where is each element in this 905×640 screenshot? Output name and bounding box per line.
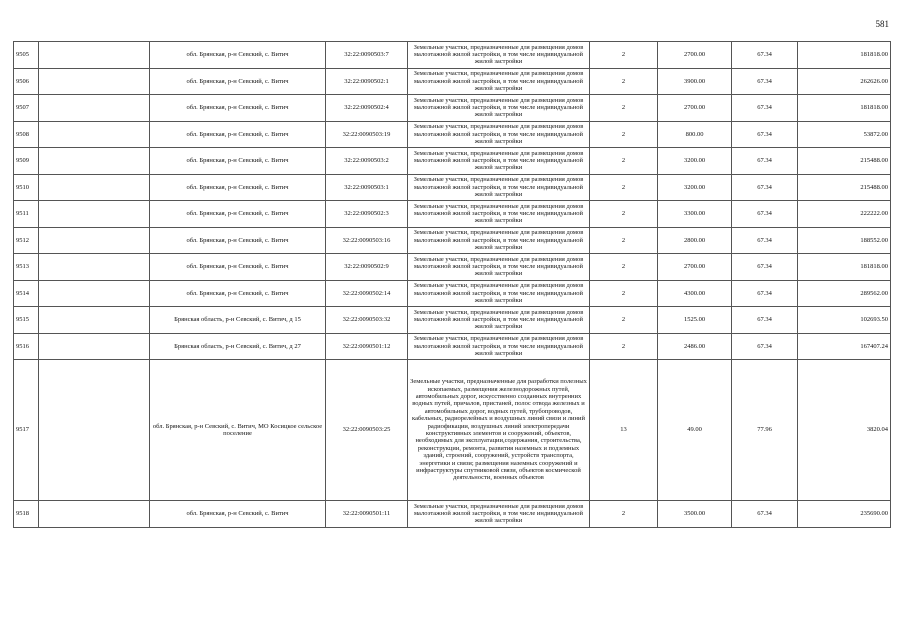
area-cell: 3200.00 [658,148,732,175]
permitted-use-cell: Земельные участки, предназначенные для размещения домов малоэтажной жилой застройки, в том числе индивидуальной жилой застройки [408,254,590,281]
cadastral-value-cell: 3820.04 [798,360,891,501]
permitted-use-cell: Земельные участки, предназначенные для размещения домов малоэтажной жилой застройки, в том числе индивидуальной жилой застройки [408,227,590,254]
category-code-cell: 2 [590,174,658,201]
cadastral-value-cell: 167407.24 [798,333,891,360]
cadastral-number-cell: 32:22:0090502:3 [326,201,408,228]
cadastral-value-cell: 262626.00 [798,68,891,95]
category-code-cell: 2 [590,201,658,228]
address-cell: обл. Брянская, р-н Севский, с. Витич [150,201,326,228]
row-number: 9516 [14,333,39,360]
cadastral-number-cell: 32:22:0090502:4 [326,95,408,122]
permitted-use-cell: Земельные участки, предназначенные для разработки полезных ископаемых, размещения железнодорожных путей, автомобильных дорог, искусственно созданных внутренних водных путей, причалов, пристаней, полос отвода железных и автомобильных дорог, водных путей, трубопроводов, кабельных, радиорелейных и воздушных линий связи и линий радиофикации, воздушных линий электропередачи конструктивных элементов и сооружений, объектов, необходимых для эксплуатации,содержания, строительства, реконструкции, ремонта, развития наземных и подземных зданий, строений, сооружений, устройств транспорта, энергетики и связи; размещения наземных сооружений и инфраструктуры спутниковой связи, объектов космической деятельности, военных объектов [408,360,590,501]
permitted-use-cell: Земельные участки, предназначенные для размещения домов малоэтажной жилой застройки, в том числе индивидуальной жилой застройки [408,280,590,307]
specific-value-cell: 67.34 [732,280,798,307]
category-code-cell: 2 [590,121,658,148]
cadastral-value-cell: 235690.00 [798,501,891,528]
area-cell: 800.00 [658,121,732,148]
area-cell: 3200.00 [658,174,732,201]
cadastral-number-cell: 32:22:0090503:25 [326,360,408,501]
specific-value-cell: 67.34 [732,95,798,122]
category-code-cell: 2 [590,280,658,307]
address-cell: обл. Брянская, р-н Севский, с. Витич [150,227,326,254]
cadastral-value-cell: 102693.50 [798,307,891,334]
spacer-cell [39,227,150,254]
page-number: 581 [875,19,889,29]
category-code-cell: 2 [590,42,658,69]
spacer-cell [39,68,150,95]
table-row [14,280,891,307]
address-cell: обл. Брянская, р-н Севский, с. Витич [150,148,326,175]
address-cell: обл. Брянская, р-н Севский, с. Витич [150,95,326,122]
cadastral-number-cell: 32:22:0090501:12 [326,333,408,360]
spacer-cell [39,174,150,201]
address-cell: обл. Брянская, р-н Севский, с. Витич [150,174,326,201]
address-cell: обл. Брянская, р-н Севский, с. Витич [150,121,326,148]
category-code-cell: 2 [590,68,658,95]
area-cell: 2800.00 [658,227,732,254]
spacer-cell [39,360,150,501]
specific-value-cell: 67.34 [732,68,798,95]
area-cell: 2700.00 [658,95,732,122]
spacer-cell [39,42,150,69]
row-number: 9514 [14,280,39,307]
category-code-cell: 2 [590,227,658,254]
spacer-cell [39,201,150,228]
cadastral-number-cell: 32:22:0090503:2 [326,148,408,175]
cadastral-number-cell: 32:22:0090503:16 [326,227,408,254]
cadastral-value-cell: 181818.00 [798,95,891,122]
spacer-cell [39,333,150,360]
row-number: 9515 [14,307,39,334]
specific-value-cell: 67.34 [732,333,798,360]
permitted-use-cell: Земельные участки, предназначенные для размещения домов малоэтажной жилой застройки, в том числе индивидуальной жилой застройки [408,501,590,528]
spacer-cell [39,307,150,334]
address-cell: обл. Брянская, р-н Севский, с. Витич [150,68,326,95]
land-registry-table [13,41,891,528]
cadastral-number-cell: 32:22:0090502:14 [326,280,408,307]
cadastral-value-cell: 289562.00 [798,280,891,307]
category-code-cell: 2 [590,501,658,528]
permitted-use-cell: Земельные участки, предназначенные для размещения домов малоэтажной жилой застройки, в том числе индивидуальной жилой застройки [408,201,590,228]
cadastral-value-cell: 215488.00 [798,148,891,175]
address-cell: Брянская область, р-н Севский, с. Витич, д 15 [150,307,326,334]
table-row [14,227,891,254]
address-cell: Брянская область, р-н Севский, с. Витич, д 27 [150,333,326,360]
cadastral-number-cell: 32:22:0090503:1 [326,174,408,201]
table-row [14,501,891,528]
address-cell: обл. Брянская, р-н Севский, с. Витич [150,280,326,307]
cadastral-number-cell: 32:22:0090503:19 [326,121,408,148]
category-code-cell: 2 [590,95,658,122]
specific-value-cell: 67.34 [732,227,798,254]
permitted-use-cell: Земельные участки, предназначенные для размещения домов малоэтажной жилой застройки, в том числе индивидуальной жилой застройки [408,121,590,148]
category-code-cell: 2 [590,254,658,281]
category-code-cell: 13 [590,360,658,501]
row-number: 9512 [14,227,39,254]
spacer-cell [39,148,150,175]
spacer-cell [39,501,150,528]
cadastral-value-cell: 181818.00 [798,254,891,281]
table-row [14,121,891,148]
cadastral-value-cell: 215488.00 [798,174,891,201]
spacer-cell [39,95,150,122]
address-cell: обл. Брянская, р-н Севский, с. Витич [150,501,326,528]
spacer-cell [39,280,150,307]
table-body [14,42,891,528]
row-number: 9508 [14,121,39,148]
table-row [14,201,891,228]
specific-value-cell: 67.34 [732,201,798,228]
row-number: 9505 [14,42,39,69]
category-code-cell: 2 [590,333,658,360]
table-row [14,42,891,69]
cadastral-number-cell: 32:22:0090502:9 [326,254,408,281]
cadastral-number-cell: 32:22:0090503:32 [326,307,408,334]
specific-value-cell: 67.34 [732,307,798,334]
specific-value-cell: 67.34 [732,42,798,69]
area-cell: 49.00 [658,360,732,501]
table-row [14,254,891,281]
row-number: 9507 [14,95,39,122]
row-number: 9518 [14,501,39,528]
permitted-use-cell: Земельные участки, предназначенные для размещения домов малоэтажной жилой застройки, в том числе индивидуальной жилой застройки [408,42,590,69]
specific-value-cell: 67.34 [732,501,798,528]
cadastral-value-cell: 181818.00 [798,42,891,69]
permitted-use-cell: Земельные участки, предназначенные для размещения домов малоэтажной жилой застройки, в том числе индивидуальной жилой застройки [408,148,590,175]
spacer-cell [39,121,150,148]
row-number: 9506 [14,68,39,95]
cadastral-number-cell: 32:22:0090502:1 [326,68,408,95]
specific-value-cell: 67.34 [732,254,798,281]
cadastral-value-cell: 222222.00 [798,201,891,228]
table-row [14,307,891,334]
spacer-cell [39,254,150,281]
area-cell: 4300.00 [658,280,732,307]
area-cell: 2700.00 [658,254,732,281]
row-number: 9511 [14,201,39,228]
table-row [14,68,891,95]
area-cell: 1525.00 [658,307,732,334]
table-row [14,333,891,360]
permitted-use-cell: Земельные участки, предназначенные для размещения домов малоэтажной жилой застройки, в том числе индивидуальной жилой застройки [408,68,590,95]
row-number: 9517 [14,360,39,501]
cadastral-number-cell: 32:22:0090503:7 [326,42,408,69]
permitted-use-cell: Земельные участки, предназначенные для размещения домов малоэтажной жилой застройки, в том числе индивидуальной жилой застройки [408,333,590,360]
cadastral-number-cell: 32:22:0090501:11 [326,501,408,528]
address-cell: обл. Брянская, р-н Севский, с. Витич [150,254,326,281]
address-cell: обл. Брянская, р-н Севский, с. Витич [150,42,326,69]
area-cell: 2700.00 [658,42,732,69]
area-cell: 3900.00 [658,68,732,95]
address-cell: обл. Брянская, р-н Севский, с. Витич, МО Косицкое сельское поселение [150,360,326,501]
permitted-use-cell: Земельные участки, предназначенные для размещения домов малоэтажной жилой застройки, в том числе индивидуальной жилой застройки [408,307,590,334]
cadastral-value-cell: 53872.00 [798,121,891,148]
category-code-cell: 2 [590,148,658,175]
specific-value-cell: 77.96 [732,360,798,501]
area-cell: 2486.00 [658,333,732,360]
specific-value-cell: 67.34 [732,148,798,175]
table-row [14,95,891,122]
permitted-use-cell: Земельные участки, предназначенные для размещения домов малоэтажной жилой застройки, в том числе индивидуальной жилой застройки [408,174,590,201]
table-row [14,360,891,501]
area-cell: 3500.00 [658,501,732,528]
row-number: 9510 [14,174,39,201]
area-cell: 3300.00 [658,201,732,228]
row-number: 9513 [14,254,39,281]
table-row [14,148,891,175]
specific-value-cell: 67.34 [732,121,798,148]
specific-value-cell: 67.34 [732,174,798,201]
cadastral-value-cell: 188552.00 [798,227,891,254]
row-number: 9509 [14,148,39,175]
permitted-use-cell: Земельные участки, предназначенные для размещения домов малоэтажной жилой застройки, в том числе индивидуальной жилой застройки [408,95,590,122]
table-row [14,174,891,201]
category-code-cell: 2 [590,307,658,334]
